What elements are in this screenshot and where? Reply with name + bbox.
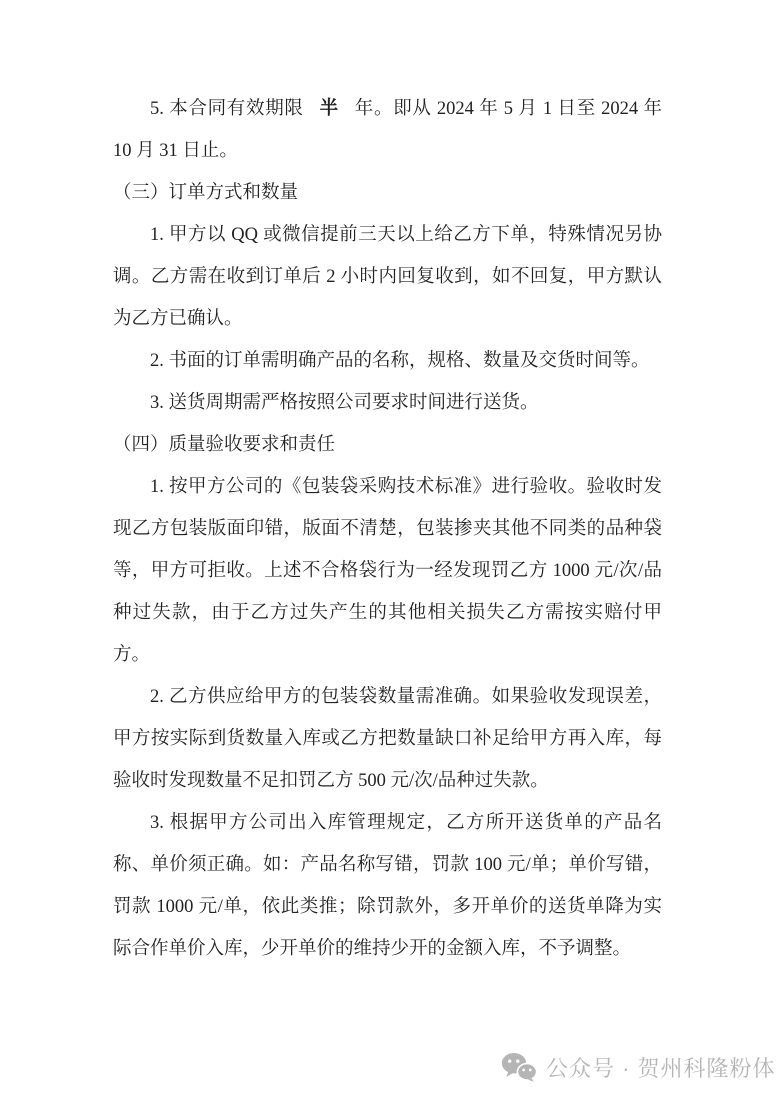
contract-line: 3. 根据甲方公司出入库管理规定，乙方所开送货单的产品名 [150,813,662,833]
contract-line: 甲方按实际到货数量入库或乙方把数量缺口补足给甲方再入库，每 [113,729,662,749]
contract-line: 2. 乙方供应给甲方的包装袋数量需准确。如果验收发现误差， [150,687,662,707]
contract-line: 1. 按甲方公司的《包装袋采购技术标准》进行验收。验收时发 [150,477,662,497]
contract-line: 现乙方包装版面印错，版面不清楚，包装掺夹其他不同类的品种袋 [113,519,662,539]
contract-line: 1. 甲方以 QQ 或微信提前三天以上给乙方下单，特殊情况另协 [150,225,662,245]
contract-line: 调。乙方需在收到订单后 2 小时内回复收到，如不回复，甲方默认 [113,267,662,287]
filled-blank-term: 半 [319,99,339,119]
contract-line: 10 月 31 日止。 [113,141,238,161]
contract-line: 际合作单价入库，少开单价的维持少开的金额入库，不予调整。 [113,939,632,959]
contract-line-term [113,88,662,130]
watermark-label: 公众号 · 贺州科隆粉体 [546,1055,776,1081]
contract-line: 3. 送货周期需严格按照公司要求时间进行送货。 [150,393,539,413]
watermark [501,1050,776,1084]
term-prefix: 5. 本合同有效期限 [150,99,304,119]
contract-line: 罚款 1000 元/单，依此类推；除罚款外，多开单价的送货单降为实 [113,897,662,917]
contract-body [113,88,662,970]
contract-line: 2. 书面的订单需明确产品的名称，规格、数量及交货时间等。 [150,351,650,371]
wechat-icon [501,1052,537,1082]
contract-line: 等，甲方可拒收。上述不合格袋行为一经发现罚乙方 1000 元/次/品 [113,561,662,581]
contract-line: 方。 [113,645,151,665]
section-heading-3: （三）订单方式和数量 [113,183,299,203]
term-suffix: 年。即从 2024 年 5 月 1 日至 2024 年 [354,99,662,119]
section-heading-4: （四）质量验收要求和责任 [113,435,336,455]
contract-line: 为乙方已确认。 [113,309,243,329]
contract-line: 验收时发现数量不足扣罚乙方 500 元/次/品种过失款。 [113,771,549,791]
contract-line: 称、单价须正确。如：产品名称写错，罚款 100 元/单；单价写错， [113,855,662,875]
contract-line: 种过失款，由于乙方过失产生的其他相关损失乙方需按实赔付甲 [113,603,662,623]
